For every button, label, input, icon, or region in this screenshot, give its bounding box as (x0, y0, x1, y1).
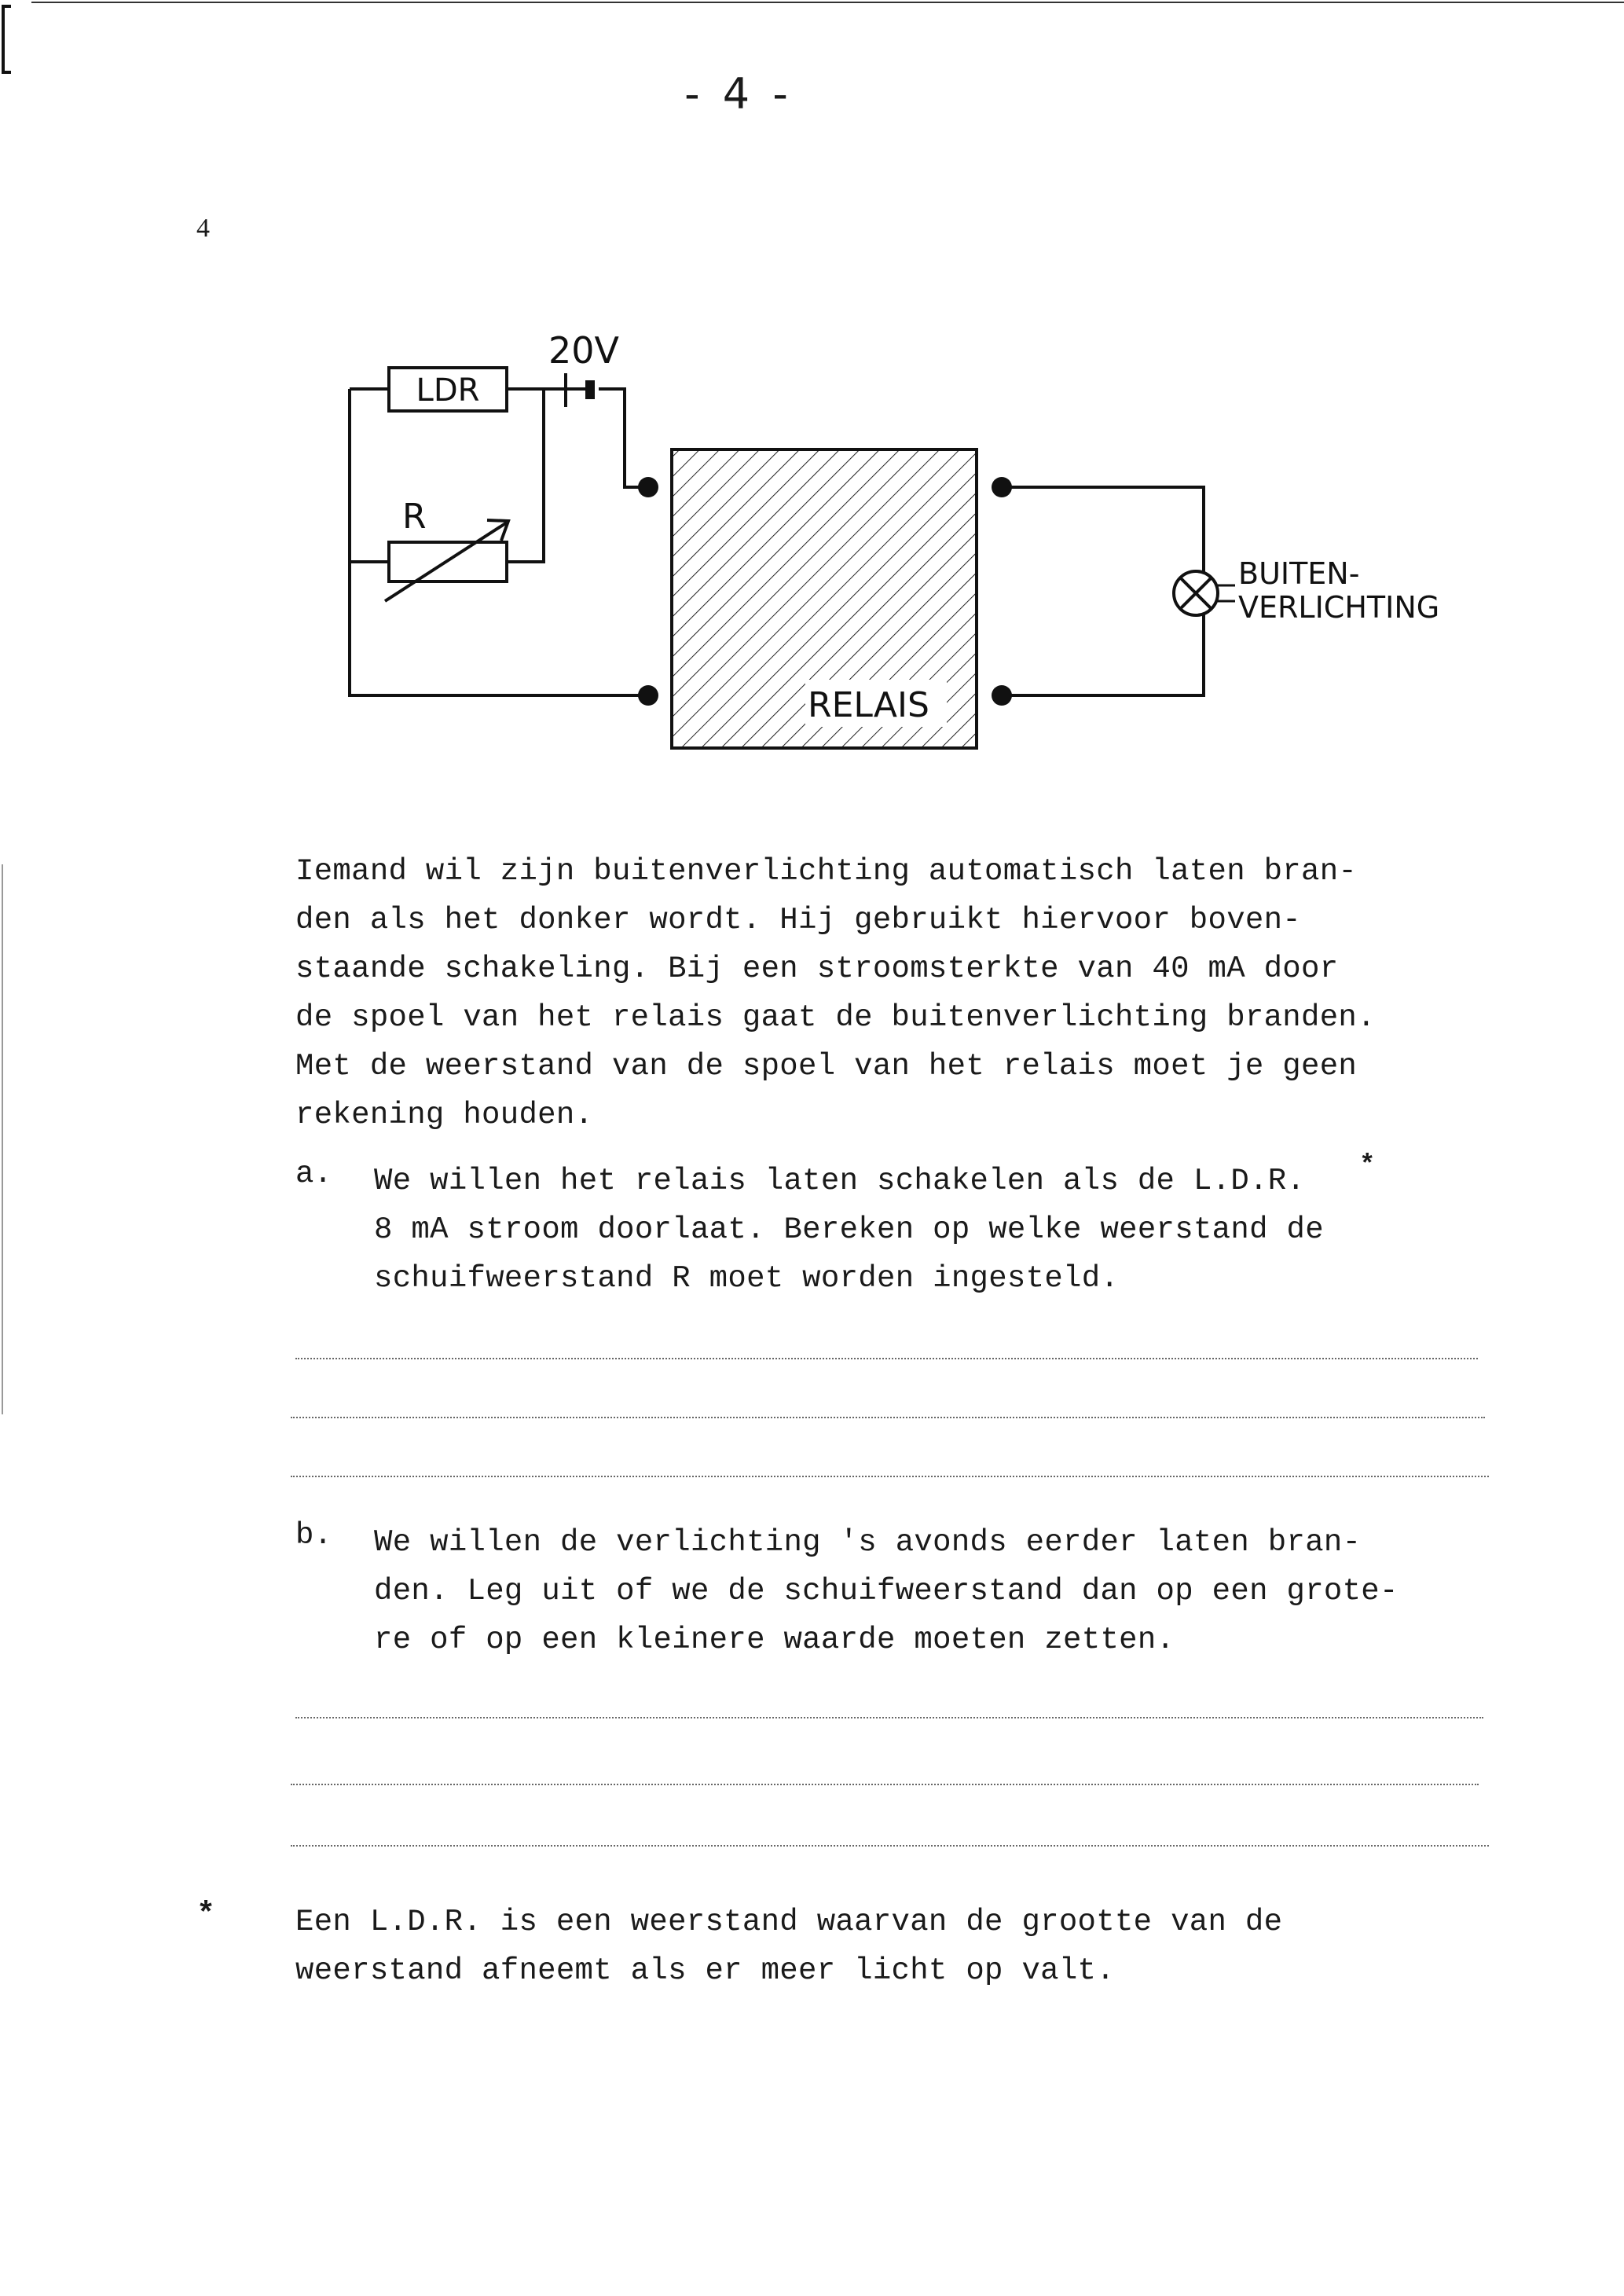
footnote-text: Een L.D.R. is een weerstand waarvan de grootte van de weerstand afneemt als er meer licht op valt. (295, 1905, 1283, 1988)
footnote-marker-a: * (1359, 1151, 1376, 1181)
answer-line-a1 (295, 1358, 1478, 1359)
circuit-diagram (314, 314, 1493, 770)
answer-line-b3 (291, 1845, 1489, 1847)
lamp-icon (1174, 571, 1218, 615)
intro-paragraph: Iemand wil zijn buitenverlichting automatisch laten bran- den als het donker wordt. Hij gebruikt hiervoor boven- staande schakeling. Bij een stroomsterkte van 40 mA door de spoel van het relais gaat de buitenverlichting branden. Met de weerstand van de spoel van het relais moet je geen rekening houden. (295, 854, 1376, 1132)
resistor-label: R (402, 497, 427, 537)
question-b-text: We willen de verlichting 's avonds eerder laten bran- den. Leg uit of we de schuifweerstand dan op een grote- re of op een kleinere waarde moeten zetten. (374, 1525, 1399, 1657)
lamp-label-line1: BUITEN- (1238, 556, 1360, 591)
relay-label: RELAIS (808, 685, 929, 725)
footnote-marker: * (196, 1898, 216, 1933)
ldr-label: LDR (416, 372, 480, 409)
question-a-text: We willen het relais laten schakelen als de L.D.R. 8 mA stroom doorlaat. Bereken op welke weerstand de schuifweerstand R moet worden ingesteld. (374, 1164, 1324, 1296)
answer-line-b2 (291, 1784, 1479, 1785)
page-left-edge (2, 864, 3, 1414)
question-b-label: b. (295, 1518, 332, 1553)
answer-line-a3 (291, 1476, 1489, 1477)
voltage-label: 20V (548, 329, 620, 372)
answer-line-b1 (295, 1717, 1483, 1718)
answer-line-a2 (291, 1417, 1485, 1418)
question-number: 4 (196, 214, 210, 243)
binding-bracket (2, 5, 11, 74)
page-number: - 4 - (684, 69, 793, 119)
question-a-label: a. (295, 1157, 332, 1191)
page-top-edge (0, 0, 1624, 5)
lamp-label-line2: VERLICHTING (1238, 590, 1440, 625)
